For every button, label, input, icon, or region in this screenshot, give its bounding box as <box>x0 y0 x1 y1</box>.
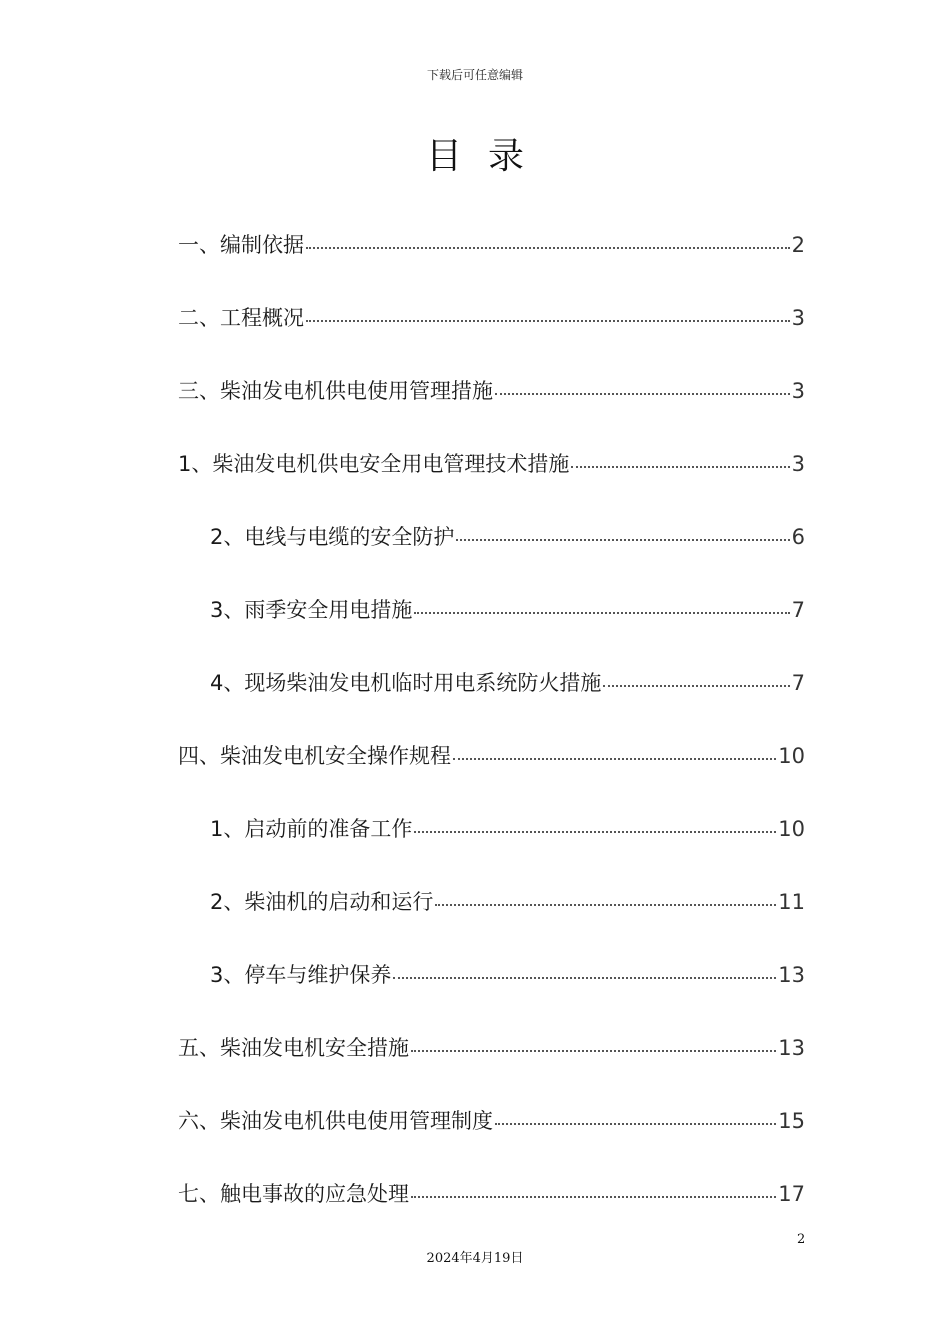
page-number: 2 <box>797 1232 806 1247</box>
toc-leader-dots <box>495 391 790 395</box>
toc-leader-dots <box>414 610 789 614</box>
toc-entry[interactable] <box>178 809 805 882</box>
toc-entry[interactable] <box>178 298 805 371</box>
toc-entry[interactable] <box>178 1174 805 1247</box>
footer-date: 2024年4月19日 <box>426 1251 524 1266</box>
toc-entry-page: 15 <box>778 1109 805 1133</box>
toc-entry-label: 六、柴油发电机供电使用管理制度 <box>178 1109 493 1133</box>
toc-leader-dots <box>411 1048 776 1052</box>
toc-entry[interactable] <box>178 517 805 590</box>
toc-entry-page: 7 <box>791 671 805 695</box>
toc-leader-dots <box>393 975 776 979</box>
toc-entry[interactable] <box>178 736 805 809</box>
toc-entry-label: 2、电线与电缆的安全防护 <box>210 525 455 549</box>
toc-entry-label: 4、现场柴油发电机临时用电系统防火措施 <box>210 671 602 695</box>
toc-leader-dots <box>435 902 776 906</box>
table-of-contents <box>178 225 805 1247</box>
toc-entry-page: 7 <box>791 598 805 622</box>
toc-entry[interactable] <box>178 882 805 955</box>
toc-entry-page: 6 <box>791 525 805 549</box>
toc-entry-page: 3 <box>791 452 805 476</box>
toc-entry-label: 一、编制依据 <box>178 233 304 257</box>
toc-entry-page: 3 <box>791 379 805 403</box>
toc-entry-label: 3、雨季安全用电措施 <box>210 598 413 622</box>
toc-leader-dots <box>411 1194 776 1198</box>
toc-entry[interactable] <box>178 590 805 663</box>
toc-entry-label: 1、启动前的准备工作 <box>210 817 413 841</box>
toc-entry-label: 四、柴油发电机安全操作规程 <box>178 744 451 768</box>
toc-entry-label: 1、柴油发电机供电安全用电管理技术措施 <box>178 452 570 476</box>
toc-entry-label: 七、触电事故的应急处理 <box>178 1182 409 1206</box>
toc-leader-dots <box>456 537 789 541</box>
toc-entry-page: 11 <box>778 890 805 914</box>
toc-title: 目录 <box>425 136 550 177</box>
toc-entry-label: 3、停车与维护保养 <box>210 963 392 987</box>
toc-leader-dots <box>495 1121 776 1125</box>
toc-entry-page: 2 <box>791 233 805 257</box>
toc-entry[interactable] <box>178 1028 805 1101</box>
toc-entry-page: 17 <box>778 1182 805 1206</box>
toc-entry[interactable] <box>178 1101 805 1174</box>
toc-entry[interactable] <box>178 371 805 444</box>
toc-entry-label: 三、柴油发电机供电使用管理措施 <box>178 379 493 403</box>
toc-entry-page: 13 <box>778 963 805 987</box>
toc-leader-dots <box>306 318 790 322</box>
toc-leader-dots <box>571 464 789 468</box>
toc-leader-dots <box>453 756 776 760</box>
toc-leader-dots <box>306 245 790 249</box>
toc-entry-page: 10 <box>778 817 805 841</box>
toc-entry-page: 3 <box>791 306 805 330</box>
toc-entry[interactable] <box>178 663 805 736</box>
toc-entry-label: 2、柴油机的启动和运行 <box>210 890 434 914</box>
toc-entry[interactable] <box>178 444 805 517</box>
toc-entry-label: 五、柴油发电机安全措施 <box>178 1036 409 1060</box>
toc-entry[interactable] <box>178 225 805 298</box>
toc-leader-dots <box>603 683 789 687</box>
toc-leader-dots <box>414 829 776 833</box>
header-note: 下载后可任意编辑 <box>426 68 523 82</box>
toc-entry-page: 10 <box>778 744 805 768</box>
toc-entry[interactable] <box>178 955 805 1028</box>
toc-entry-label: 二、工程概况 <box>178 306 304 330</box>
toc-entry-page: 13 <box>778 1036 805 1060</box>
